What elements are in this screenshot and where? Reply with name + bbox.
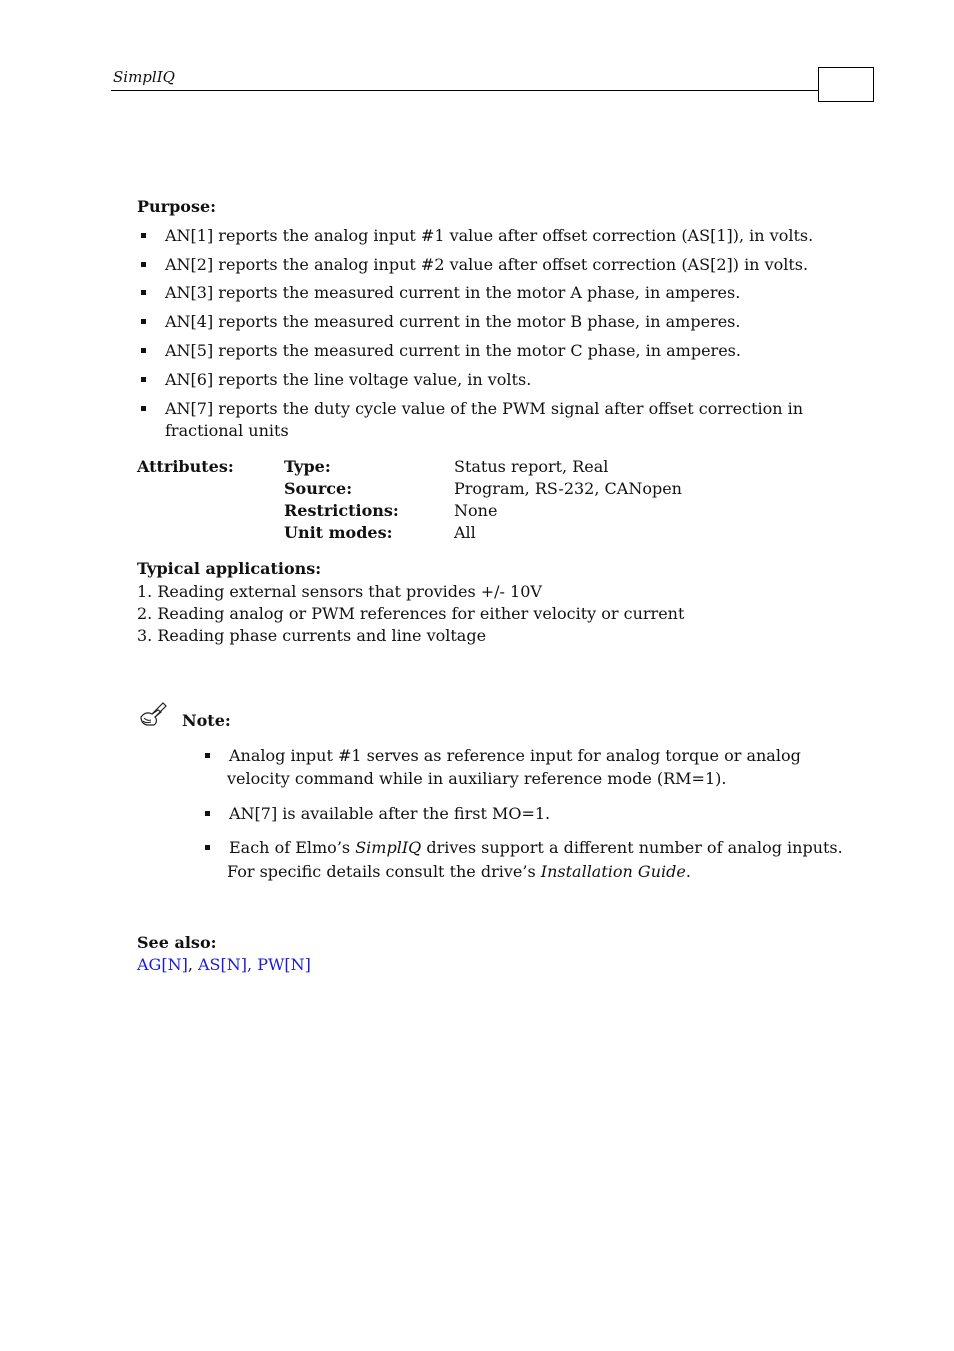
note-heading: Note: — [182, 711, 231, 730]
purpose-item-5: AN[5] reports the measured current in the motor C phase, in amperes. — [165, 341, 741, 360]
bullet-marker — [141, 233, 146, 238]
link-pw[interactable]: PW[N] — [257, 955, 311, 974]
note-item-1-line-1: Analog input #1 serves as reference input for analog torque or analog — [229, 746, 801, 765]
note-item-3-brand: SimplIQ — [355, 838, 422, 857]
installation-guide-title: Installation Guide — [540, 862, 686, 881]
attribute-value-type: Status report, Real — [454, 457, 609, 476]
note-item-1-line-2: velocity command while in auxiliary reference mode (RM=1). — [227, 769, 727, 788]
attribute-label-type: Type: — [284, 457, 331, 476]
note-item-2: AN[7] is available after the first MO=1. — [229, 804, 551, 823]
header-rule — [111, 90, 819, 91]
link-as[interactable]: AS[N], — [198, 955, 253, 974]
link-ag[interactable]: AG[N] — [137, 955, 188, 974]
bullet-marker — [141, 290, 146, 295]
page-number-box — [818, 67, 874, 102]
note-item-3-line-1 — [229, 838, 843, 857]
attribute-label-restrictions: Restrictions: — [284, 501, 399, 520]
attribute-value-source: Program, RS-232, CANopen — [454, 479, 682, 498]
attribute-value-restrictions: None — [454, 501, 498, 520]
purpose-item-4: AN[4] reports the measured current in the motor B phase, in amperes. — [165, 312, 741, 331]
purpose-item-3: AN[3] reports the measured current in the motor A phase, in amperes. — [165, 283, 741, 302]
application-item-1: 1. Reading external sensors that provides +/- 10V — [137, 582, 542, 601]
link-separator: , — [187, 955, 198, 974]
header-title: SimplIQ — [113, 68, 175, 86]
purpose-item-1: AN[1] reports the analog input #1 value after offset correction (AS[1]), in volts. — [165, 226, 814, 245]
bullet-marker — [141, 348, 146, 353]
writing-hand-icon — [138, 700, 168, 728]
purpose-item-7: AN[7] reports the duty cycle value of the PWM signal after offset correction in — [165, 399, 804, 418]
purpose-item-6: AN[6] reports the line voltage value, in volts. — [165, 370, 532, 389]
bullet-marker — [141, 319, 146, 324]
note-item-3-post: drives support a different number of analog inputs. — [421, 838, 843, 857]
purpose-item-7-continued: fractional units — [165, 421, 289, 440]
bullet-marker — [141, 262, 146, 267]
attribute-label-unit-modes: Unit modes: — [284, 523, 393, 542]
see-also-links — [137, 955, 311, 974]
note-item-3-line-2-post: . — [685, 862, 691, 881]
note-item-3-line-2 — [227, 862, 691, 881]
application-item-2: 2. Reading analog or PWM references for either velocity or current — [137, 604, 685, 623]
attribute-label-source: Source: — [284, 479, 353, 498]
attributes-heading: Attributes: — [137, 457, 234, 476]
bullet-marker — [205, 811, 210, 816]
application-item-3: 3. Reading phase currents and line voltage — [137, 626, 487, 645]
see-also-heading: See also: — [137, 933, 217, 952]
note-item-3-line-2-pre: For specific details consult the drive’s — [227, 862, 541, 881]
purpose-heading: Purpose: — [137, 197, 217, 216]
bullet-marker — [205, 845, 210, 850]
note-item-3-pre: Each of Elmo’s — [229, 838, 356, 857]
purpose-item-2: AN[2] reports the analog input #2 value after offset correction (AS[2]) in volts. — [165, 255, 809, 274]
bullet-marker — [205, 753, 210, 758]
bullet-marker — [141, 377, 146, 382]
applications-heading: Typical applications: — [137, 559, 322, 578]
bullet-marker — [141, 406, 146, 411]
attribute-value-unit-modes: All — [454, 523, 476, 542]
